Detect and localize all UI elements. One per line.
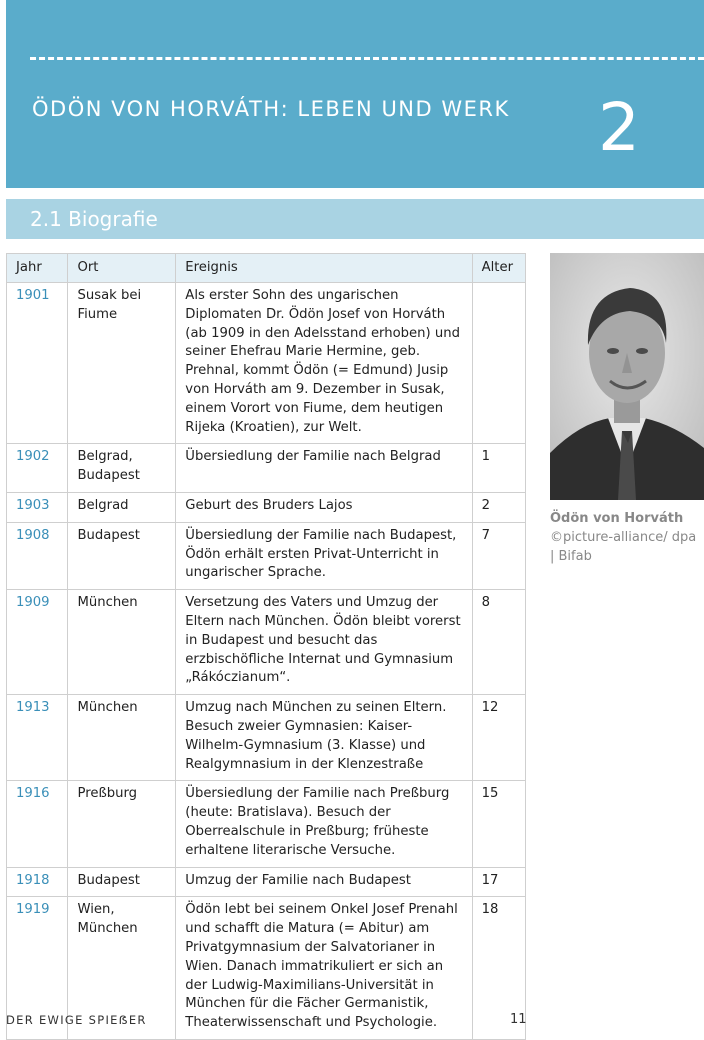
chapter-header: [6, 0, 704, 188]
age-cell: [472, 283, 525, 444]
age-cell: 15: [472, 781, 525, 867]
author-photo: [550, 253, 704, 500]
table-row: [7, 867, 526, 897]
biography-table: [6, 253, 526, 1040]
place-cell: Budapest: [68, 867, 176, 897]
footer-book-title: DER EWIGE SPIEẞER: [6, 1013, 147, 1027]
age-cell: 18: [472, 897, 525, 1040]
event-cell: Übersiedlung der Familie nach Budapest, Ödön erhält ersten Privat-Unterricht in ungarischer Sprache.: [176, 522, 472, 589]
page-number: 11: [510, 1012, 527, 1027]
chapter-title: ÖDÖN VON HORVÁTH: LEBEN UND WERK: [32, 97, 510, 121]
age-cell: 8: [472, 590, 525, 695]
chapter-number: 2: [598, 89, 640, 166]
place-cell: Belgrad, Budapest: [68, 444, 176, 493]
year-cell: 1903: [7, 492, 68, 522]
column-header-jahr: Jahr: [7, 254, 68, 283]
year-cell: 1913: [7, 695, 68, 781]
section-header: [6, 199, 704, 239]
table-row: [7, 695, 526, 781]
event-cell: Umzug nach München zu seinen Eltern. Besuch zweier Gymnasien: Kaiser-Wilhelm-Gymnasium (3. Klasse) und Realgymnasium in der Klenzestraße: [176, 695, 472, 781]
table-row: [7, 492, 526, 522]
photo-caption: [550, 509, 700, 566]
event-cell: Geburt des Bruders Lajos: [176, 492, 472, 522]
table-row: [7, 590, 526, 695]
event-cell: Ödön lebt bei seinem Onkel Josef Prenahl und schafft die Matura (= Abitur) am Privatgymnasium der Salvatorianer in Wien. Danach immatrikuliert er sich an der Ludwig-Maximilians-Universität in München für die Fächer Germanistik, Theaterwissenschaft und Psychologie.: [176, 897, 472, 1040]
age-cell: 2: [472, 492, 525, 522]
age-cell: 12: [472, 695, 525, 781]
section-title: 2.1 Biografie: [30, 207, 158, 231]
column-header-alter: Alter: [472, 254, 525, 283]
place-cell: Belgrad: [68, 492, 176, 522]
caption-name: Ödön von Horváth: [550, 511, 684, 526]
year-cell: 1909: [7, 590, 68, 695]
column-header-ort: Ort: [68, 254, 176, 283]
place-cell: Susak bei Fiume: [68, 283, 176, 444]
year-cell: 1901: [7, 283, 68, 444]
event-cell: Übersiedlung der Familie nach Preßburg (heute: Bratislava). Besuch der Oberrealschule in Preßburg; früheste erhaltene literarische Versuche.: [176, 781, 472, 867]
table-row: [7, 283, 526, 444]
age-cell: 7: [472, 522, 525, 589]
place-cell: Preßburg: [68, 781, 176, 867]
place-cell: München: [68, 695, 176, 781]
table-row: [7, 444, 526, 493]
year-cell: 1916: [7, 781, 68, 867]
year-cell: 1918: [7, 867, 68, 897]
place-cell: München: [68, 590, 176, 695]
year-cell: 1919: [7, 897, 68, 1040]
table-row: [7, 522, 526, 589]
table-header-row: [7, 254, 526, 283]
table-row: [7, 781, 526, 867]
event-cell: Übersiedlung der Familie nach Belgrad: [176, 444, 472, 493]
event-cell: Umzug der Familie nach Budapest: [176, 867, 472, 897]
year-cell: 1902: [7, 444, 68, 493]
age-cell: 1: [472, 444, 525, 493]
event-cell: Als erster Sohn des ungarischen Diplomaten Dr. Ödön Josef von Horváth (ab 1909 in den Adelsstand erhoben) und seiner Ehefrau Marie Hermine, geb. Prehnal, kommt Ödön (= Edmund) Jusip von Horváth am 9. Dezember in Susak, einem Vorort von Fiume, dem heutigen Rijeka (Kroatien), zur Welt.: [176, 283, 472, 444]
column-header-ereignis: Ereignis: [176, 254, 472, 283]
dashed-divider: [30, 57, 704, 60]
caption-credit: ©picture-alliance/ dpa | Bifab: [550, 530, 697, 564]
portrait-image: [550, 253, 704, 500]
event-cell: Versetzung des Vaters und Umzug der Eltern nach München. Ödön bleibt vorerst in Budapest und besucht das erzbischöfliche Internat und Gymnasium „Rákóczianum“.: [176, 590, 472, 695]
place-cell: Wien, München: [68, 897, 176, 1040]
age-cell: 17: [472, 867, 525, 897]
place-cell: Budapest: [68, 522, 176, 589]
year-cell: 1908: [7, 522, 68, 589]
